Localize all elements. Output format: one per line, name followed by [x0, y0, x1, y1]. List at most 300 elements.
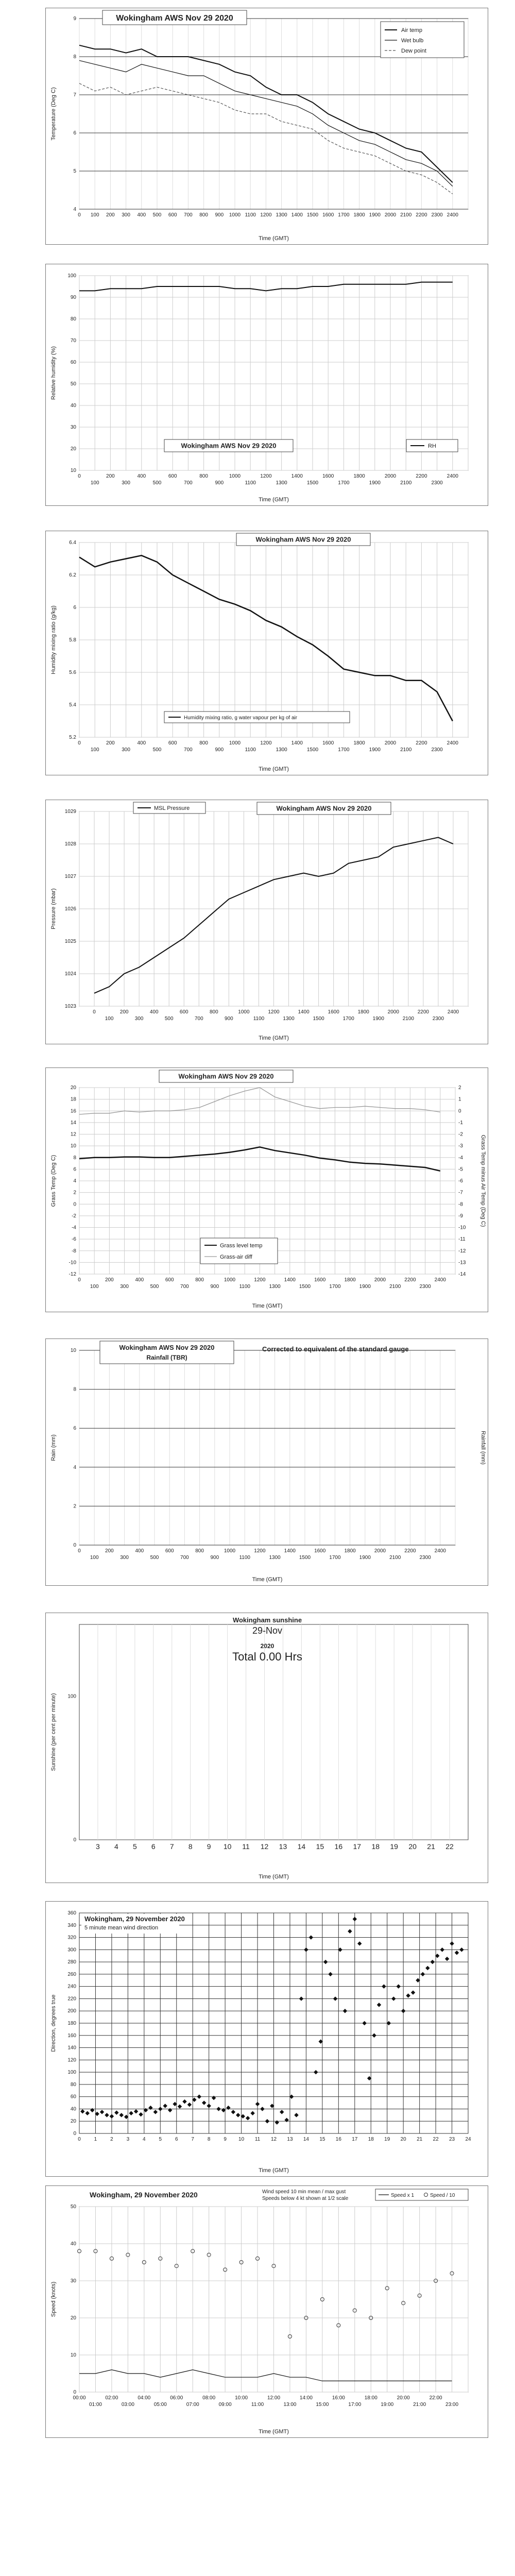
grass-temp-y-tick: 6 [73, 1166, 76, 1173]
pressure-x-upper-tick: 0 [93, 1009, 96, 1015]
legend-label: Dew point [401, 48, 426, 54]
legend-label: Grass level temp [220, 1243, 263, 1249]
pressure-x-lower-tick: 1900 [372, 1016, 384, 1022]
mixing-ratio-x-upper-tick: 1600 [322, 740, 334, 746]
wind-speed-y-tick: 50 [70, 2204, 76, 2210]
rainfall-x-lower-tick: 900 [210, 1555, 219, 1561]
mixing-ratio-x-lower-tick: 100 [90, 747, 99, 753]
grass-temp-x-lower-tick: 1700 [329, 1284, 341, 1290]
grass-temp-y2-tick: -9 [458, 1213, 463, 1219]
humidity-x-upper-tick: 400 [137, 473, 146, 479]
x-axis-label: Time (GMT) [259, 235, 289, 242]
wind-direction-y-tick: 340 [67, 1922, 76, 1928]
pressure-y-tick: 1029 [64, 809, 76, 815]
humidity-y-tick: 50 [70, 381, 76, 387]
grass-temp-y2-tick: -11 [458, 1236, 466, 1243]
rainfall-x-upper-tick: 1400 [284, 1548, 296, 1554]
wind-direction-x-tick: 17 [352, 2137, 358, 2142]
x-axis-label: Time (GMT) [259, 1874, 289, 1880]
rainfall-chart-panel [45, 1338, 488, 1586]
temperature-x-tick: 1700 [338, 212, 350, 218]
mixing-ratio-x-upper-tick: 600 [168, 740, 177, 746]
wind-direction-y-tick: 80 [70, 2081, 76, 2088]
pressure-x-upper-tick: 1000 [238, 1009, 250, 1015]
x-axis-label: Time (GMT) [259, 2429, 289, 2435]
wind-speed-chart-panel [45, 2185, 488, 2438]
mixing-ratio-x-lower-tick: 700 [184, 747, 193, 753]
humidity-x-lower-tick: 700 [184, 480, 193, 486]
humidity-x-upper-tick: 1600 [322, 473, 334, 479]
temperature-x-tick: 1900 [369, 212, 381, 218]
sunshine-x-tick: 3 [96, 1842, 100, 1851]
grass-temp-y-tick: 0 [73, 1201, 76, 1208]
wind-speed-x-upper-tick: 10:00 [235, 2395, 248, 2401]
humidity-y-tick: 90 [70, 295, 76, 300]
legend-label: Speed / 10 [430, 2193, 455, 2198]
sunshine-y-tick: 100 [67, 1693, 76, 1700]
grass-temp-y2-tick: -8 [458, 1201, 463, 1208]
temperature-y-tick: 8 [73, 54, 76, 60]
wind-speed-x-upper-tick: 08:00 [202, 2395, 216, 2401]
wind-speed-y-tick: 40 [70, 2241, 76, 2247]
pressure-y-tick: 1026 [64, 906, 76, 912]
grass-temp-x-upper-tick: 400 [135, 1277, 144, 1283]
pressure-y-tick: 1023 [64, 1004, 76, 1009]
temperature-x-tick: 2400 [447, 212, 458, 218]
humidity-x-upper-tick: 200 [106, 473, 115, 479]
wind-speed-chart-svg [46, 2186, 488, 2437]
grass-temp-y2-tick: -2 [458, 1131, 463, 1138]
humidity-x-lower-tick: 500 [152, 480, 162, 486]
grass-temp-x-upper-tick: 200 [105, 1277, 114, 1283]
pressure-x-upper-tick: 1400 [298, 1009, 310, 1015]
grass-temp-y2-tick: -4 [458, 1155, 463, 1161]
pressure-x-upper-tick: 1600 [328, 1009, 339, 1015]
temperature-x-tick: 800 [199, 212, 208, 218]
grass-temp-y-tick: -6 [72, 1236, 76, 1243]
temperature-x-tick: 1800 [353, 212, 365, 218]
humidity-x-lower-tick: 1100 [245, 480, 256, 486]
x-axis-label: Time (GMT) [259, 766, 289, 772]
wind-direction-x-tick: 11 [254, 2137, 261, 2142]
wind-speed-x-lower-tick: 05:00 [153, 2402, 167, 2408]
humidity-x-upper-tick: 1000 [229, 473, 241, 479]
temperature-y-tick: 7 [73, 92, 76, 98]
wind-speed-x-upper-tick: 04:00 [138, 2395, 151, 2401]
wind-speed-y-tick: 20 [70, 2315, 76, 2321]
grass-temp-y-tick: -2 [72, 1213, 76, 1219]
sunshine-x-tick: 16 [334, 1842, 343, 1851]
wind-direction-y-tick: 200 [67, 2008, 76, 2014]
chart-date: 29-Nov [252, 1625, 283, 1636]
rainfall-x-upper-tick: 0 [78, 1548, 81, 1554]
wind-speed-x-lower-tick: 07:00 [186, 2402, 199, 2408]
grass-temp-x-lower-tick: 1500 [299, 1284, 311, 1290]
rainfall-x-upper-tick: 2000 [374, 1548, 386, 1554]
wind-speed-x-lower-tick: 17:00 [348, 2402, 362, 2408]
pressure-x-lower-tick: 1100 [253, 1016, 265, 1022]
sunshine-x-tick: 14 [297, 1842, 306, 1851]
rainfall-x-upper-tick: 2200 [404, 1548, 416, 1554]
wind-direction-x-tick: 20 [400, 2137, 406, 2142]
pressure-x-lower-tick: 2300 [432, 1016, 444, 1022]
humidity-x-lower-tick: 2300 [431, 480, 443, 486]
wind-speed-x-lower-tick: 09:00 [218, 2402, 232, 2408]
temperature-x-tick: 100 [90, 212, 99, 218]
y-axis-label: Temperature (Deg C) [50, 87, 57, 141]
humidity-x-lower-tick: 900 [215, 480, 224, 486]
grass-temp-x-upper-tick: 1800 [344, 1277, 356, 1283]
grass-temp-y-tick: 16 [70, 1108, 76, 1114]
grass-temp-x-lower-tick: 1100 [239, 1284, 250, 1290]
grass-temp-y2-tick: 1 [458, 1096, 461, 1103]
grass-temp-x-lower-tick: 700 [180, 1284, 189, 1290]
y-axis-label: Grass Temp (Deg C) [50, 1155, 57, 1207]
chart-title: Wokingham sunshine [232, 1616, 302, 1624]
humidity-x-upper-tick: 1200 [260, 473, 272, 479]
grass-temp-y2-tick: -6 [458, 1178, 463, 1184]
mixing-ratio-y-tick: 5.4 [69, 702, 76, 708]
chart-title: Wokingham AWS Nov 29 2020 [255, 535, 351, 544]
wind-direction-y-tick: 360 [67, 1910, 76, 1916]
pressure-x-upper-tick: 2400 [447, 1009, 459, 1015]
temperature-x-tick: 300 [122, 212, 130, 218]
y-axis-label: Rain (mm) [50, 1434, 57, 1461]
pressure-x-lower-tick: 1300 [283, 1016, 295, 1022]
wind-direction-x-tick: 14 [303, 2137, 309, 2142]
grass-temp-y-tick: 18 [70, 1096, 76, 1103]
pressure-x-upper-tick: 800 [210, 1009, 218, 1015]
humidity-x-upper-tick: 1400 [291, 473, 303, 479]
temperature-x-tick: 400 [137, 212, 146, 218]
legend-label: MSL Pressure [154, 805, 190, 811]
wind-direction-x-tick: 10 [238, 2137, 245, 2142]
sunshine-x-tick: 21 [427, 1842, 435, 1851]
legend-label: Air temp [401, 27, 422, 33]
wind-direction-x-tick: 4 [143, 2137, 146, 2142]
mixing-ratio-x-upper-tick: 800 [199, 740, 208, 746]
humidity-x-lower-tick: 100 [90, 480, 99, 486]
rainfall-x-upper-tick: 200 [105, 1548, 114, 1554]
wind-speed-x-lower-tick: 19:00 [381, 2402, 394, 2408]
pressure-y-tick: 1024 [64, 971, 76, 977]
pressure-x-upper-tick: 1200 [268, 1009, 280, 1015]
grass-temp-y-tick: -10 [68, 1260, 76, 1266]
sunshine-chart-svg [46, 1613, 488, 1883]
wind-direction-y-tick: 120 [67, 2057, 76, 2063]
pressure-y-tick: 1028 [64, 841, 76, 847]
rainfall-y-tick: 8 [73, 1386, 76, 1393]
grass-temp-x-upper-tick: 600 [165, 1277, 174, 1283]
humidity-x-lower-tick: 1700 [338, 480, 350, 486]
humidity-y-tick: 20 [70, 446, 76, 452]
sunshine-x-tick: 20 [408, 1842, 417, 1851]
chart-annotation: Corrected to equivalent of the standard gauge [262, 1345, 409, 1353]
pressure-x-lower-tick: 900 [225, 1016, 233, 1022]
grass-temp-y2-tick: -14 [458, 1272, 466, 1277]
temperature-y-tick: 6 [73, 130, 76, 136]
grass-temp-y2-tick: -13 [458, 1260, 466, 1266]
sunshine-x-tick: 4 [114, 1842, 118, 1851]
y2-axis-label: Grass Temp minus Air Temp (Deg C) [480, 1134, 486, 1227]
grass-temp-y2-tick: -7 [458, 1190, 463, 1196]
wind-direction-x-tick: 5 [159, 2137, 162, 2142]
wind-direction-x-tick: 2 [110, 2137, 113, 2142]
pressure-x-upper-tick: 2000 [387, 1009, 399, 1015]
sunshine-chart-panel [45, 1613, 488, 1883]
grass-temp-y2-tick: -1 [458, 1120, 463, 1126]
legend-label: Speed x 1 [391, 2193, 415, 2198]
grass-temp-x-upper-tick: 800 [195, 1277, 204, 1283]
pressure-x-lower-tick: 500 [164, 1016, 174, 1022]
temperature-x-tick: 200 [106, 212, 115, 218]
grass-temp-x-lower-tick: 300 [120, 1284, 129, 1290]
mixing-ratio-x-upper-tick: 2000 [384, 740, 397, 746]
humidity-y-tick: 70 [70, 338, 76, 344]
wind-direction-x-tick: 18 [368, 2137, 374, 2142]
temperature-chart-panel [45, 8, 488, 245]
chart-title: Wokingham AWS Nov 29 2020 [276, 804, 372, 812]
mixing-ratio-x-lower-tick: 1900 [369, 747, 381, 753]
wind-direction-y-tick: 320 [67, 1935, 76, 1941]
grass-temp-y2-tick: 2 [458, 1085, 461, 1091]
pressure-x-upper-tick: 600 [179, 1009, 188, 1015]
humidity-x-upper-tick: 1800 [353, 473, 365, 479]
grass-temp-x-upper-tick: 2200 [404, 1277, 416, 1283]
chart-title: Wokingham AWS Nov 29 2020 [178, 1072, 274, 1080]
mixing-ratio-x-lower-tick: 2100 [400, 747, 412, 753]
rainfall-x-upper-tick: 400 [135, 1548, 144, 1554]
grass-temp-x-upper-tick: 1200 [254, 1277, 266, 1283]
humidity-y-tick: 60 [70, 360, 76, 365]
mixing-ratio-x-upper-tick: 1400 [291, 740, 303, 746]
pressure-x-lower-tick: 100 [105, 1016, 114, 1022]
grass-temp-y2-tick: -10 [458, 1225, 466, 1231]
mixing-ratio-x-upper-tick: 200 [106, 740, 115, 746]
temperature-x-tick: 600 [168, 212, 177, 218]
x-axis-label: Time (GMT) [259, 2167, 289, 2174]
wind-speed-x-lower-tick: 15:00 [316, 2402, 329, 2408]
temperature-x-tick: 1500 [306, 212, 319, 218]
grass-temp-y-tick: 12 [70, 1131, 76, 1138]
sunshine-x-tick: 6 [151, 1842, 156, 1851]
grass-temp-x-lower-tick: 2100 [389, 1284, 401, 1290]
pressure-x-lower-tick: 1700 [342, 1016, 354, 1022]
grass-temp-x-upper-tick: 2400 [434, 1277, 446, 1283]
wind-speed-x-lower-tick: 11:00 [251, 2402, 264, 2408]
temperature-x-tick: 700 [184, 212, 193, 218]
rainfall-chart-svg [46, 1339, 488, 1585]
humidity-x-upper-tick: 600 [168, 473, 177, 479]
humidity-chart-panel [45, 264, 488, 506]
wind-speed-y-tick: 10 [70, 2352, 76, 2358]
y-axis-label: Speed (knots) [50, 2281, 57, 2317]
rainfall-x-upper-tick: 600 [165, 1548, 174, 1554]
y-axis-label: Sunshine (per cent per minute) [50, 1693, 57, 1771]
rainfall-x-upper-tick: 2400 [434, 1548, 446, 1554]
mixing-ratio-y-tick: 5.8 [69, 637, 76, 643]
grass-temp-y-tick: 4 [73, 1178, 76, 1184]
y-axis-label: Pressure (mbar) [50, 888, 57, 929]
mixing-ratio-chart-panel [45, 531, 488, 775]
mixing-ratio-x-lower-tick: 1300 [276, 747, 287, 753]
wind-direction-x-tick: 3 [126, 2137, 130, 2142]
sunshine-x-tick: 5 [132, 1842, 137, 1851]
humidity-x-upper-tick: 2400 [447, 473, 458, 479]
grass-temp-x-lower-tick: 900 [210, 1284, 219, 1290]
wind-speed-x-upper-tick: 16:00 [332, 2395, 345, 2401]
temperature-x-tick: 2300 [431, 212, 443, 218]
pressure-x-upper-tick: 200 [119, 1009, 129, 1015]
wind-direction-x-tick: 12 [270, 2137, 277, 2142]
humidity-y-tick: 10 [70, 468, 76, 473]
rainfall-x-upper-tick: 1800 [344, 1548, 356, 1554]
chart-title: Wokingham AWS Nov 29 2020 [119, 1344, 215, 1351]
humidity-x-upper-tick: 2200 [416, 473, 427, 479]
sunshine-total: Total 0.00 Hrs [232, 1650, 302, 1663]
wind-direction-y-tick: 300 [67, 1947, 76, 1953]
wind-direction-chart-svg [46, 1902, 488, 2176]
legend-label: Humidity mixing ratio, g water vapour per kg of air [184, 715, 298, 721]
mixing-ratio-x-lower-tick: 1500 [306, 747, 319, 753]
wind-direction-x-tick: 7 [191, 2137, 194, 2142]
wind-direction-x-tick: 16 [335, 2137, 341, 2142]
pressure-chart-panel [45, 800, 488, 1044]
x-axis-label: Time (GMT) [252, 1577, 283, 1583]
sunshine-x-tick: 19 [390, 1842, 398, 1851]
sunshine-y-tick: 0 [73, 1837, 76, 1843]
mixing-ratio-y-tick: 6.2 [69, 572, 76, 578]
temperature-x-tick: 1400 [291, 212, 303, 218]
rainfall-y-tick: 10 [70, 1348, 76, 1353]
legend-label: Grass-air diff [220, 1254, 252, 1260]
wind-speed-x-upper-tick: 00:00 [73, 2395, 86, 2401]
sunshine-x-tick: 11 [242, 1842, 250, 1851]
temperature-x-tick: 2000 [384, 212, 397, 218]
sunshine-x-tick: 9 [207, 1842, 211, 1851]
wind-speed-x-lower-tick: 03:00 [121, 2402, 134, 2408]
humidity-y-tick: 100 [67, 273, 76, 279]
temperature-x-tick: 0 [78, 212, 81, 218]
grass-temp-x-upper-tick: 2000 [374, 1277, 386, 1283]
chart-subtitle: Wind speed 10 min mean / max gust [262, 2189, 346, 2195]
wind-direction-x-tick: 8 [207, 2137, 211, 2142]
rainfall-y-tick: 2 [73, 1503, 76, 1510]
grass-temp-y-tick: 14 [70, 1120, 76, 1126]
wind-direction-y-tick: 160 [67, 2032, 76, 2039]
temperature-x-tick: 900 [215, 212, 224, 218]
wind-direction-x-tick: 6 [175, 2137, 178, 2142]
mixing-ratio-x-upper-tick: 1800 [353, 740, 365, 746]
humidity-x-lower-tick: 2100 [400, 480, 412, 486]
grass-temp-y2-tick: -12 [458, 1248, 466, 1254]
pressure-x-upper-tick: 400 [149, 1009, 159, 1015]
grass-temp-x-lower-tick: 2300 [419, 1284, 431, 1290]
rainfall-x-lower-tick: 1700 [329, 1555, 341, 1561]
mixing-ratio-x-upper-tick: 2400 [447, 740, 458, 746]
pressure-x-lower-tick: 700 [194, 1016, 203, 1022]
wind-speed-x-upper-tick: 18:00 [364, 2395, 377, 2401]
wind-direction-y-tick: 20 [70, 2119, 76, 2125]
wind-direction-x-tick: 22 [433, 2137, 439, 2142]
sunshine-x-tick: 18 [371, 1842, 380, 1851]
pressure-y-tick: 1025 [64, 939, 76, 944]
grass-temp-y-tick: 10 [70, 1143, 76, 1149]
wind-direction-x-tick: 23 [449, 2137, 455, 2142]
x-axis-label: Time (GMT) [259, 497, 289, 503]
rainfall-x-upper-tick: 1000 [224, 1548, 236, 1554]
chart-subtitle: Rainfall (TBR) [146, 1354, 187, 1361]
rainfall-x-upper-tick: 1200 [254, 1548, 266, 1554]
y-axis-label: Direction, degrees true [50, 1994, 57, 2052]
grass-temp-x-lower-tick: 500 [150, 1284, 159, 1290]
temperature-x-tick: 1000 [229, 212, 241, 218]
rainfall-x-lower-tick: 300 [120, 1555, 129, 1561]
y-axis-label: Relative humidity (%) [50, 346, 57, 400]
wind-direction-x-tick: 13 [287, 2137, 293, 2142]
rainfall-plot-area [79, 1350, 455, 1545]
grass-temp-x-lower-tick: 1900 [359, 1284, 371, 1290]
chart-subtitle: 5 minute mean wind direction [84, 1925, 159, 1931]
humidity-x-lower-tick: 300 [122, 480, 130, 486]
y2-axis-label: Rainfall (mm) [480, 1431, 486, 1465]
grass-temp-y-tick: -4 [72, 1225, 76, 1231]
temperature-x-tick: 2100 [400, 212, 412, 218]
mixing-ratio-y-tick: 6 [73, 605, 76, 611]
wind-direction-y-tick: 180 [67, 2021, 76, 2026]
rainfall-x-lower-tick: 2300 [419, 1555, 431, 1561]
wind-direction-y-tick: 260 [67, 1971, 76, 1977]
wind-direction-x-tick: 19 [384, 2137, 390, 2142]
wind-direction-y-tick: 0 [73, 2131, 76, 2137]
wind-speed-x-lower-tick: 21:00 [413, 2402, 426, 2408]
pressure-x-upper-tick: 1800 [357, 1009, 369, 1015]
rainfall-x-lower-tick: 1900 [359, 1555, 371, 1561]
wind-speed-x-lower-tick: 13:00 [283, 2402, 297, 2408]
rainfall-x-upper-tick: 800 [195, 1548, 204, 1554]
legend-label: Wet bulb [401, 38, 424, 44]
sunshine-x-tick: 17 [353, 1842, 362, 1851]
wind-direction-y-tick: 60 [70, 2094, 76, 2100]
sunshine-x-tick: 10 [223, 1842, 232, 1851]
grass-temp-x-upper-tick: 1600 [314, 1277, 326, 1283]
wind-direction-y-tick: 240 [67, 1984, 76, 1990]
wind-speed-x-upper-tick: 12:00 [267, 2395, 281, 2401]
humidity-chart-svg [46, 264, 488, 505]
pressure-x-lower-tick: 300 [134, 1016, 144, 1022]
wind-direction-y-tick: 220 [67, 1996, 76, 2002]
humidity-y-tick: 40 [70, 403, 76, 409]
temperature-y-tick: 5 [73, 168, 76, 174]
wind-direction-y-tick: 140 [67, 2045, 76, 2051]
temperature-x-tick: 1300 [276, 212, 287, 218]
mixing-ratio-x-upper-tick: 1000 [229, 740, 241, 746]
wind-direction-chart-panel [45, 1901, 488, 2177]
grass-temp-x-upper-tick: 0 [78, 1277, 81, 1283]
temperature-x-tick: 1200 [260, 212, 272, 218]
pressure-x-lower-tick: 2100 [402, 1016, 414, 1022]
sunshine-x-tick: 22 [445, 1842, 454, 1851]
grass-temp-chart-panel [45, 1067, 488, 1312]
pressure-y-tick: 1027 [64, 874, 76, 879]
mixing-ratio-x-lower-tick: 2300 [431, 747, 443, 753]
legend-label: RH [428, 443, 436, 449]
grass-temp-y2-tick: -5 [458, 1166, 463, 1173]
grass-temp-y-tick: -12 [68, 1272, 76, 1277]
humidity-x-upper-tick: 2000 [384, 473, 397, 479]
mixing-ratio-y-tick: 5.2 [69, 735, 76, 740]
rainfall-x-lower-tick: 100 [90, 1555, 99, 1561]
